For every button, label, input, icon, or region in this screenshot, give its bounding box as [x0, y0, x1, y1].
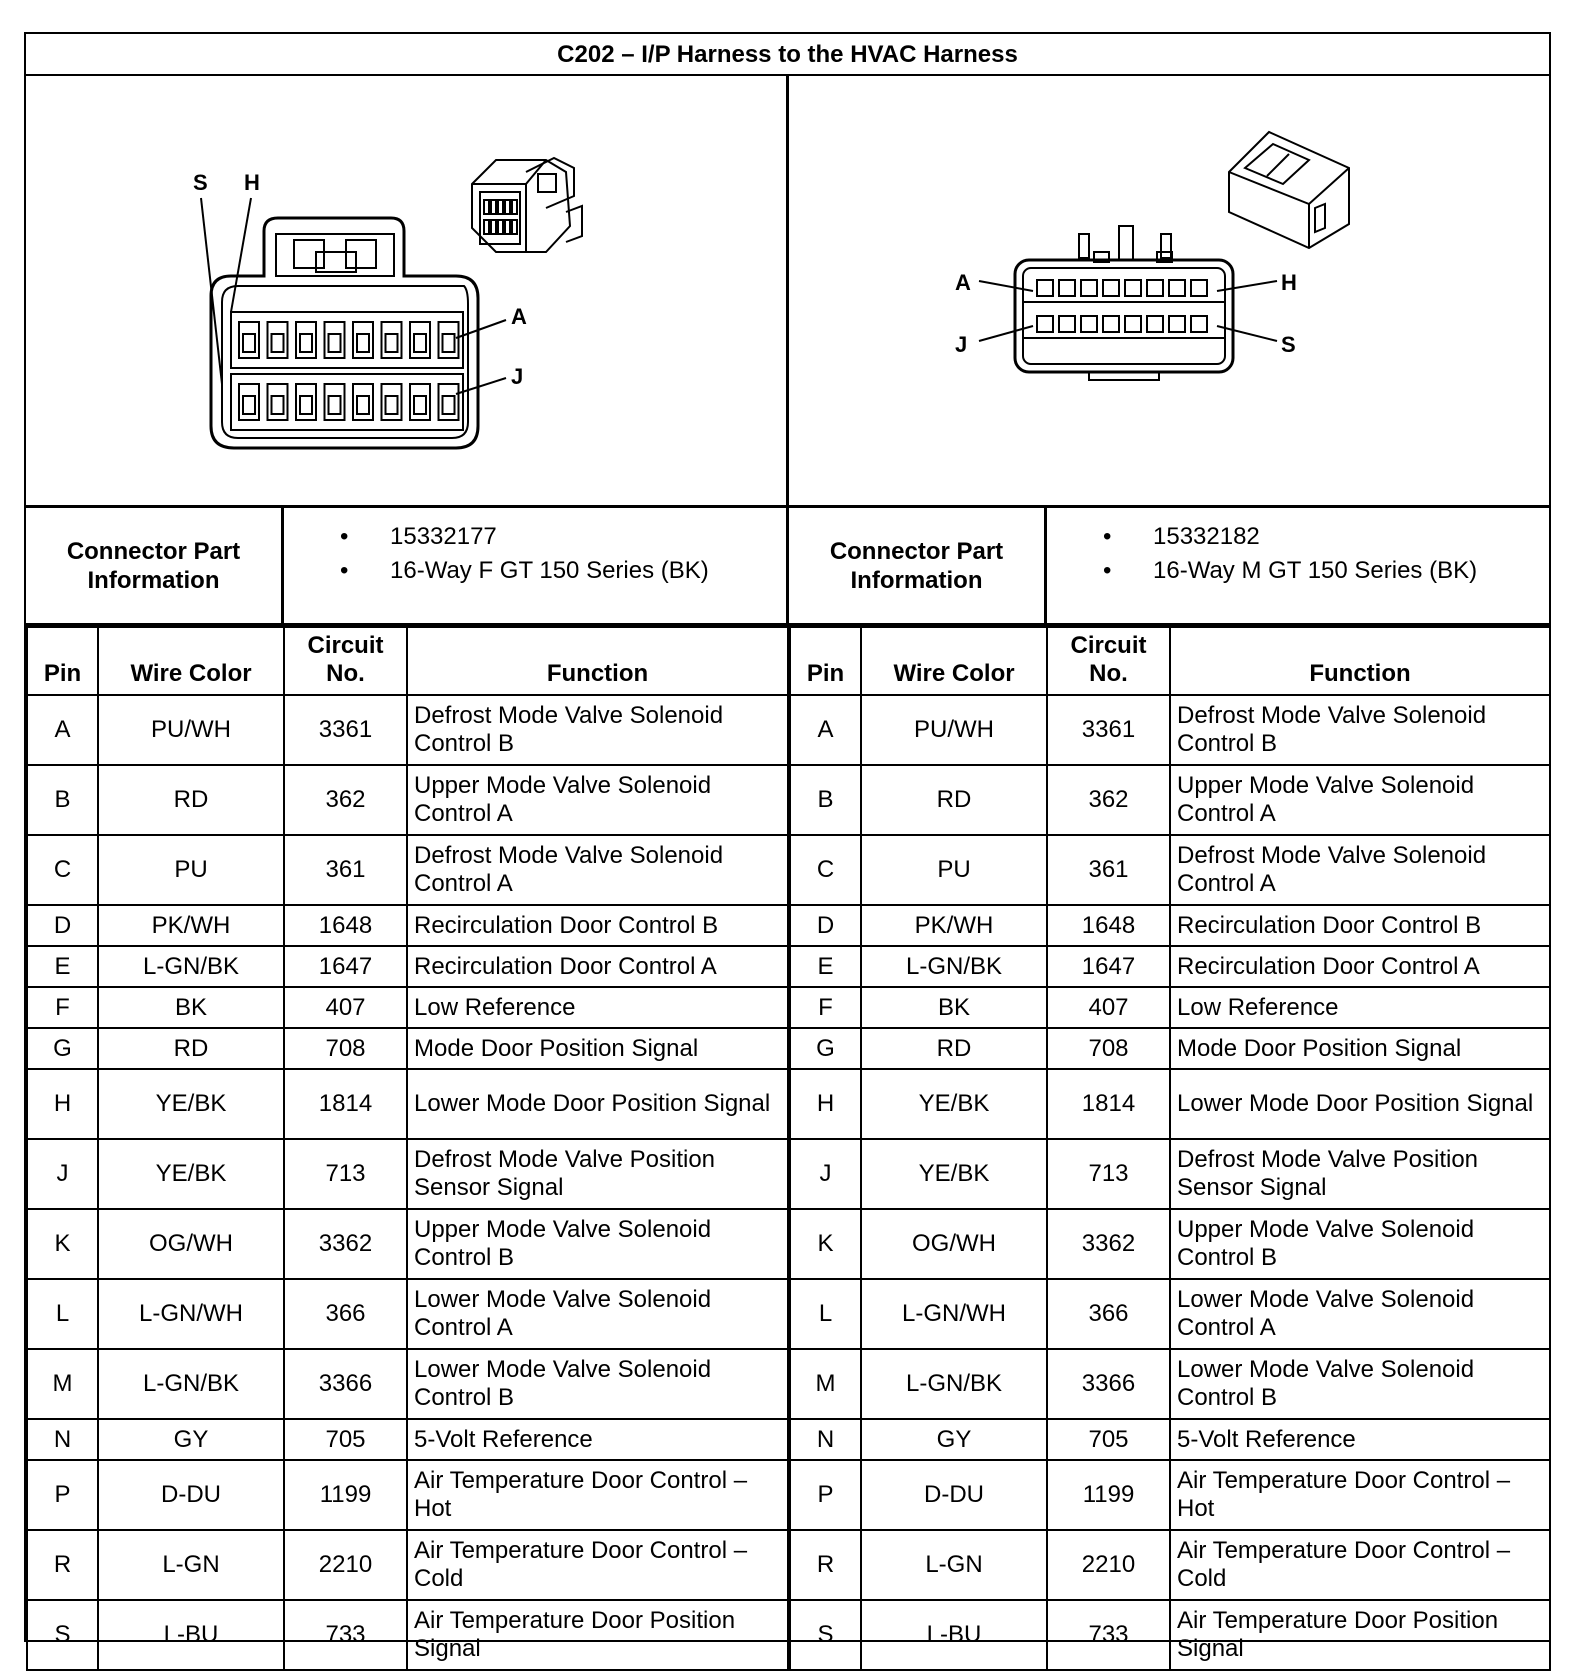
wire-color-cell: PK/WH: [98, 905, 284, 946]
circuit-cell: 708: [284, 1028, 407, 1069]
table-row: [27, 835, 788, 905]
pin-cell: C: [27, 835, 98, 905]
wire-color-cell: D-DU: [98, 1460, 284, 1530]
circuit-cell: 362: [284, 765, 407, 835]
function-cell: Upper Mode Valve Solenoid Control B: [1170, 1209, 1550, 1279]
table-row: [790, 765, 1550, 835]
table-row: [27, 946, 788, 987]
part-number: • 15332182: [1047, 520, 1551, 554]
left-label-s: S: [193, 170, 208, 195]
table-row: [790, 695, 1550, 765]
table-row: [27, 1349, 788, 1419]
wire-color-header: Wire Color: [861, 627, 1047, 695]
pin-header: Pin: [27, 627, 98, 695]
table-row: [790, 1349, 1550, 1419]
pin-cell: F: [27, 987, 98, 1028]
wire-color-cell: L-GN/WH: [861, 1279, 1047, 1349]
wire-color-cell: PU: [98, 835, 284, 905]
right-label-j: J: [955, 332, 968, 357]
wire-color-cell: L-GN/WH: [98, 1279, 284, 1349]
circuit-cell: 705: [1047, 1419, 1170, 1460]
pin-cell: P: [27, 1460, 98, 1530]
function-cell: Air Temperature Door Control – Hot: [1170, 1460, 1550, 1530]
function-cell: Recirculation Door Control A: [1170, 946, 1550, 987]
function-cell: Mode Door Position Signal: [1170, 1028, 1550, 1069]
table-row: [790, 1028, 1550, 1069]
part-number: • 15332177: [284, 520, 786, 554]
function-cell: Air Temperature Door Position Signal: [407, 1600, 788, 1670]
table-row: [790, 835, 1550, 905]
circuit-cell: 708: [1047, 1028, 1170, 1069]
wire-color-cell: YE/BK: [861, 1069, 1047, 1139]
left-pin-table: [26, 626, 789, 1671]
function-header: Function: [407, 627, 788, 695]
wire-color-header: Wire Color: [98, 627, 284, 695]
pin-cell: J: [790, 1139, 861, 1209]
pin-cell: M: [27, 1349, 98, 1419]
function-cell: Defrost Mode Valve Solenoid Control B: [407, 695, 788, 765]
function-cell: Defrost Mode Valve Position Sensor Signal: [407, 1139, 788, 1209]
pin-cell: K: [790, 1209, 861, 1279]
table-row: [27, 1530, 788, 1600]
table-row: [790, 1279, 1550, 1349]
page-title: C202 – I/P Harness to the HVAC Harness: [26, 34, 1549, 76]
circuit-cell: 366: [1047, 1279, 1170, 1349]
pin-cell: B: [790, 765, 861, 835]
wire-color-cell: OG/WH: [861, 1209, 1047, 1279]
function-cell: Air Temperature Door Control – Hot: [407, 1460, 788, 1530]
pin-cell: N: [790, 1419, 861, 1460]
pin-cell: N: [27, 1419, 98, 1460]
function-cell: Lower Mode Valve Solenoid Control B: [407, 1349, 788, 1419]
table-row: [27, 1460, 788, 1530]
male-connector-drawing: [789, 76, 1548, 505]
left-connector-info: [26, 508, 789, 626]
right-label-h: H: [1281, 270, 1297, 295]
pin-cell: L: [27, 1279, 98, 1349]
wire-color-cell: RD: [98, 765, 284, 835]
table-row: [27, 695, 788, 765]
wire-color-cell: L-GN/BK: [98, 1349, 284, 1419]
right-pin-table: [789, 626, 1551, 1671]
circuit-cell: 3362: [284, 1209, 407, 1279]
function-cell: Air Temperature Door Control – Cold: [1170, 1530, 1550, 1600]
function-cell: Mode Door Position Signal: [407, 1028, 788, 1069]
function-cell: Defrost Mode Valve Position Sensor Signal: [1170, 1139, 1550, 1209]
table-row: [27, 1139, 788, 1209]
wire-color-cell: YE/BK: [98, 1069, 284, 1139]
function-cell: Air Temperature Door Position Signal: [1170, 1600, 1550, 1670]
function-cell: Lower Mode Valve Solenoid Control A: [1170, 1279, 1550, 1349]
table-row: [790, 1069, 1550, 1139]
part-description: • 16-Way M GT 150 Series (BK): [1047, 554, 1551, 588]
function-cell: Low Reference: [407, 987, 788, 1028]
wire-color-cell: BK: [861, 987, 1047, 1028]
right-connector-info: [789, 508, 1551, 626]
pin-cell: B: [27, 765, 98, 835]
table-row: [27, 1028, 788, 1069]
circuit-cell: 3362: [1047, 1209, 1170, 1279]
circuit-cell: 1814: [284, 1069, 407, 1139]
pin-cell: H: [790, 1069, 861, 1139]
wire-color-cell: L-GN/BK: [98, 946, 284, 987]
connector-sheet: [24, 32, 1551, 1662]
connector-part-info-label: Connector Part Information: [26, 508, 284, 623]
table-row: [790, 1419, 1550, 1460]
pin-cell: J: [27, 1139, 98, 1209]
pin-cell: A: [790, 695, 861, 765]
function-cell: Defrost Mode Valve Solenoid Control B: [1170, 695, 1550, 765]
function-cell: Recirculation Door Control A: [407, 946, 788, 987]
table-row: [27, 905, 788, 946]
pin-cell: H: [27, 1069, 98, 1139]
wire-color-cell: RD: [861, 1028, 1047, 1069]
function-cell: Defrost Mode Valve Solenoid Control A: [407, 835, 788, 905]
function-cell: 5-Volt Reference: [1170, 1419, 1550, 1460]
left-label-a: A: [511, 304, 527, 329]
function-cell: Lower Mode Door Position Signal: [1170, 1069, 1550, 1139]
female-connector-drawing: [26, 76, 786, 505]
circuit-cell: 407: [284, 987, 407, 1028]
function-cell: 5-Volt Reference: [407, 1419, 788, 1460]
wire-color-cell: D-DU: [861, 1460, 1047, 1530]
pin-cell: G: [27, 1028, 98, 1069]
function-cell: Defrost Mode Valve Solenoid Control A: [1170, 835, 1550, 905]
table-row: [790, 905, 1550, 946]
function-cell: Recirculation Door Control B: [1170, 905, 1550, 946]
circuit-cell: 1199: [284, 1460, 407, 1530]
pin-cell: R: [27, 1530, 98, 1600]
table-row: [27, 1209, 788, 1279]
wire-color-cell: L-GN: [861, 1530, 1047, 1600]
table-row: [790, 1600, 1550, 1670]
wire-color-cell: BK: [98, 987, 284, 1028]
table-row: [790, 1460, 1550, 1530]
wire-color-cell: PK/WH: [861, 905, 1047, 946]
wire-color-cell: RD: [861, 765, 1047, 835]
function-cell: Air Temperature Door Control – Cold: [407, 1530, 788, 1600]
pin-header: Pin: [790, 627, 861, 695]
circuit-cell: 3366: [1047, 1349, 1170, 1419]
table-row: [27, 1069, 788, 1139]
wire-color-cell: L-BU: [861, 1600, 1047, 1670]
circuit-cell: 1647: [284, 946, 407, 987]
pin-cell: S: [27, 1600, 98, 1670]
wire-color-cell: GY: [861, 1419, 1047, 1460]
pin-cell: K: [27, 1209, 98, 1279]
wire-color-cell: PU/WH: [861, 695, 1047, 765]
circuit-cell: 3366: [284, 1349, 407, 1419]
pin-cell: C: [790, 835, 861, 905]
pin-cell: R: [790, 1530, 861, 1600]
function-cell: Upper Mode Valve Solenoid Control A: [407, 765, 788, 835]
wire-color-cell: PU: [861, 835, 1047, 905]
circuit-cell: 361: [284, 835, 407, 905]
circuit-cell: 1199: [1047, 1460, 1170, 1530]
wire-color-cell: L-GN/BK: [861, 946, 1047, 987]
function-cell: Recirculation Door Control B: [407, 905, 788, 946]
circuit-cell: 713: [1047, 1139, 1170, 1209]
pin-cell: S: [790, 1600, 861, 1670]
pin-cell: D: [27, 905, 98, 946]
function-cell: Upper Mode Valve Solenoid Control B: [407, 1209, 788, 1279]
wire-color-cell: L-GN/BK: [861, 1349, 1047, 1419]
circuit-cell: 1648: [1047, 905, 1170, 946]
function-cell: Lower Mode Valve Solenoid Control B: [1170, 1349, 1550, 1419]
wire-color-cell: RD: [98, 1028, 284, 1069]
pin-cell: L: [790, 1279, 861, 1349]
circuit-cell: 1814: [1047, 1069, 1170, 1139]
circuit-cell: 1647: [1047, 946, 1170, 987]
circuit-header: Circuit No.: [284, 627, 407, 695]
wire-color-cell: GY: [98, 1419, 284, 1460]
table-row: [27, 1419, 788, 1460]
connector-part-list: [284, 520, 786, 588]
table-row: [27, 1600, 788, 1670]
circuit-cell: 733: [284, 1600, 407, 1670]
part-description: • 16-Way F GT 150 Series (BK): [284, 554, 786, 588]
connector-part-list: [1047, 520, 1551, 588]
table-row: [27, 765, 788, 835]
wire-color-cell: L-BU: [98, 1600, 284, 1670]
wire-color-cell: PU/WH: [98, 695, 284, 765]
circuit-cell: 1648: [284, 905, 407, 946]
circuit-cell: 713: [284, 1139, 407, 1209]
pin-cell: M: [790, 1349, 861, 1419]
circuit-cell: 2210: [1047, 1530, 1170, 1600]
pin-cell: E: [27, 946, 98, 987]
left-label-j: J: [511, 364, 524, 389]
right-label-a: A: [955, 270, 971, 295]
left-connector-diagram: [26, 76, 789, 508]
wire-color-cell: L-GN: [98, 1530, 284, 1600]
function-cell: Lower Mode Valve Solenoid Control A: [407, 1279, 788, 1349]
pin-cell: E: [790, 946, 861, 987]
circuit-cell: 366: [284, 1279, 407, 1349]
table-row: [27, 987, 788, 1028]
pin-cell: D: [790, 905, 861, 946]
pin-cell: A: [27, 695, 98, 765]
table-row: [790, 946, 1550, 987]
circuit-cell: 362: [1047, 765, 1170, 835]
function-cell: Lower Mode Door Position Signal: [407, 1069, 788, 1139]
table-row: [790, 1139, 1550, 1209]
wire-color-cell: YE/BK: [98, 1139, 284, 1209]
function-cell: Upper Mode Valve Solenoid Control A: [1170, 765, 1550, 835]
table-row: [790, 1209, 1550, 1279]
wire-color-cell: YE/BK: [861, 1139, 1047, 1209]
wire-color-cell: OG/WH: [98, 1209, 284, 1279]
circuit-cell: 3361: [284, 695, 407, 765]
connector-part-info-label: Connector Part Information: [789, 508, 1047, 623]
circuit-cell: 733: [1047, 1600, 1170, 1670]
left-label-h: H: [244, 170, 260, 195]
function-cell: Low Reference: [1170, 987, 1550, 1028]
table-row: [790, 987, 1550, 1028]
right-connector-diagram: [789, 76, 1551, 508]
circuit-cell: 407: [1047, 987, 1170, 1028]
circuit-cell: 3361: [1047, 695, 1170, 765]
pin-cell: F: [790, 987, 861, 1028]
circuit-cell: 2210: [284, 1530, 407, 1600]
circuit-cell: 705: [284, 1419, 407, 1460]
pin-cell: P: [790, 1460, 861, 1530]
circuit-header: Circuit No.: [1047, 627, 1170, 695]
pin-cell: G: [790, 1028, 861, 1069]
table-row: [27, 1279, 788, 1349]
circuit-cell: 361: [1047, 835, 1170, 905]
right-label-s: S: [1281, 332, 1296, 357]
function-header: Function: [1170, 627, 1550, 695]
table-row: [790, 1530, 1550, 1600]
